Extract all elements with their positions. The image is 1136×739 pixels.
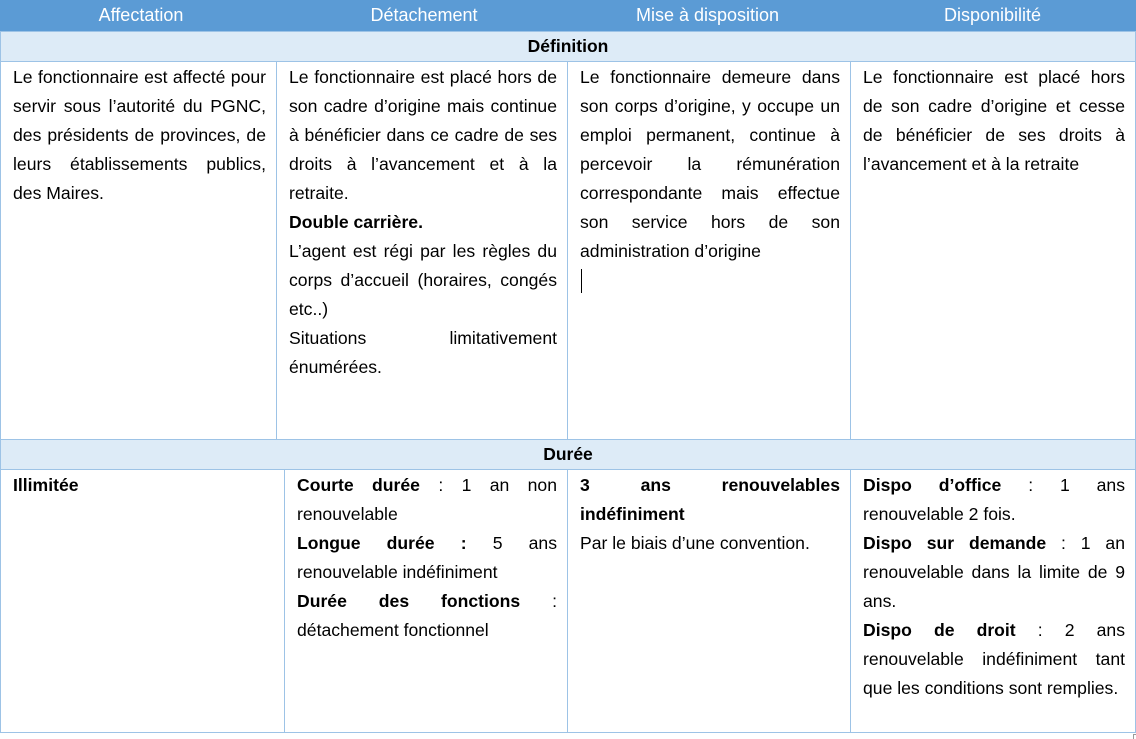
header-detachement: Détachement: [370, 5, 478, 25]
text-cursor: [581, 269, 582, 293]
header-affectation: Affectation: [98, 5, 184, 25]
duree-text: 1 an renouvelable dans la limite de 9 ans.: [863, 533, 1125, 611]
duree-detachement-item: [297, 529, 557, 587]
duree-label: Dispo sur demande: [863, 533, 1047, 553]
duree-text: détachement fonctionnel: [297, 620, 489, 640]
definition-row: [0, 61, 1136, 440]
definition-disponibilite-cell: [850, 61, 1135, 439]
duree-disponibilite-item: [863, 471, 1125, 529]
separator: :: [520, 591, 557, 611]
table-header-row: [0, 0, 1136, 31]
duree-affectation-text: Illimitée: [13, 475, 79, 495]
definition-affectation-text: Le fonctionnaire est affecté pour servir sous l’autorité du PGNC, des présidents de provinces, de leurs établissements publics, des Maires.: [13, 67, 266, 203]
definition-detachement-p1: Le fonctionnaire est placé hors de son cadre d’origine mais continue à bénéficier dans ce cadre de ses droits à l’avancement et à la retraite.: [289, 67, 557, 203]
section-title-definition: Définition: [0, 31, 1136, 62]
duree-detachement-cell: [284, 469, 567, 732]
duree-mise-a-disposition-text: Par le biais d’une convention.: [580, 533, 810, 553]
duree-mise-a-disposition-cell: [567, 469, 850, 732]
duree-disponibilite-item: [863, 529, 1125, 616]
definition-detachement-cell: [276, 61, 567, 439]
duree-label: Durée des fonctions: [297, 591, 521, 611]
separator: :: [1015, 620, 1065, 640]
duree-label: Dispo de droit: [863, 620, 1016, 640]
header-mise-a-disposition: Mise à disposition: [635, 5, 780, 25]
duree-mise-a-disposition-bold: 3 ans renouvelables indéfiniment: [580, 475, 840, 524]
duree-row: [0, 469, 1136, 733]
duree-disponibilite-cell: [850, 469, 1135, 732]
definition-disponibilite-text: Le fonctionnaire est placé hors de son cadre d’origine et cesse de bénéficier de ses droits à l’avancement et à la retraite: [863, 67, 1125, 174]
duree-detachement-item: [297, 471, 557, 529]
duree-disponibilite-item: [863, 616, 1125, 703]
duree-detachement-item: [297, 587, 557, 645]
definition-affectation-cell: [1, 61, 276, 439]
definition-detachement-double-carriere: Double carrière.: [289, 212, 423, 232]
duree-label: Longue durée :: [297, 533, 467, 553]
definition-mise-a-disposition-text: Le fonctionnaire demeure dans son corps d’origine, y occupe un emploi permanent, continue à percevoir la rémunération correspondante mais effectue son service hors de son administration d’origine: [580, 67, 840, 261]
separator: [467, 533, 493, 553]
duree-label: Dispo d’office: [863, 475, 1002, 495]
definition-mise-a-disposition-cell[interactable]: [567, 61, 850, 439]
separator: :: [419, 475, 462, 495]
separator: :: [1046, 533, 1081, 553]
section-title-duree: Durée: [0, 439, 1136, 470]
duree-affectation-cell: [1, 469, 284, 732]
duree-label: Courte durée: [297, 475, 420, 495]
duree-text: 1 ans renouvelable 2 fois.: [863, 475, 1125, 524]
duree-text: 5 ans renouvelable indéfiniment: [297, 533, 557, 582]
definition-detachement-p4: Situations limitativement énumérées.: [289, 328, 557, 377]
header-disponibilite: Disponibilité: [943, 5, 1042, 25]
duree-text: 2 ans renouvelable indéfiniment tant que les conditions sont remplies.: [863, 620, 1125, 698]
definition-detachement-p3: L’agent est régi par les règles du corps d’accueil (horaires, congés etc..): [289, 241, 557, 319]
separator: :: [1001, 475, 1060, 495]
duree-text: 1 an non renouvelable: [297, 475, 557, 524]
